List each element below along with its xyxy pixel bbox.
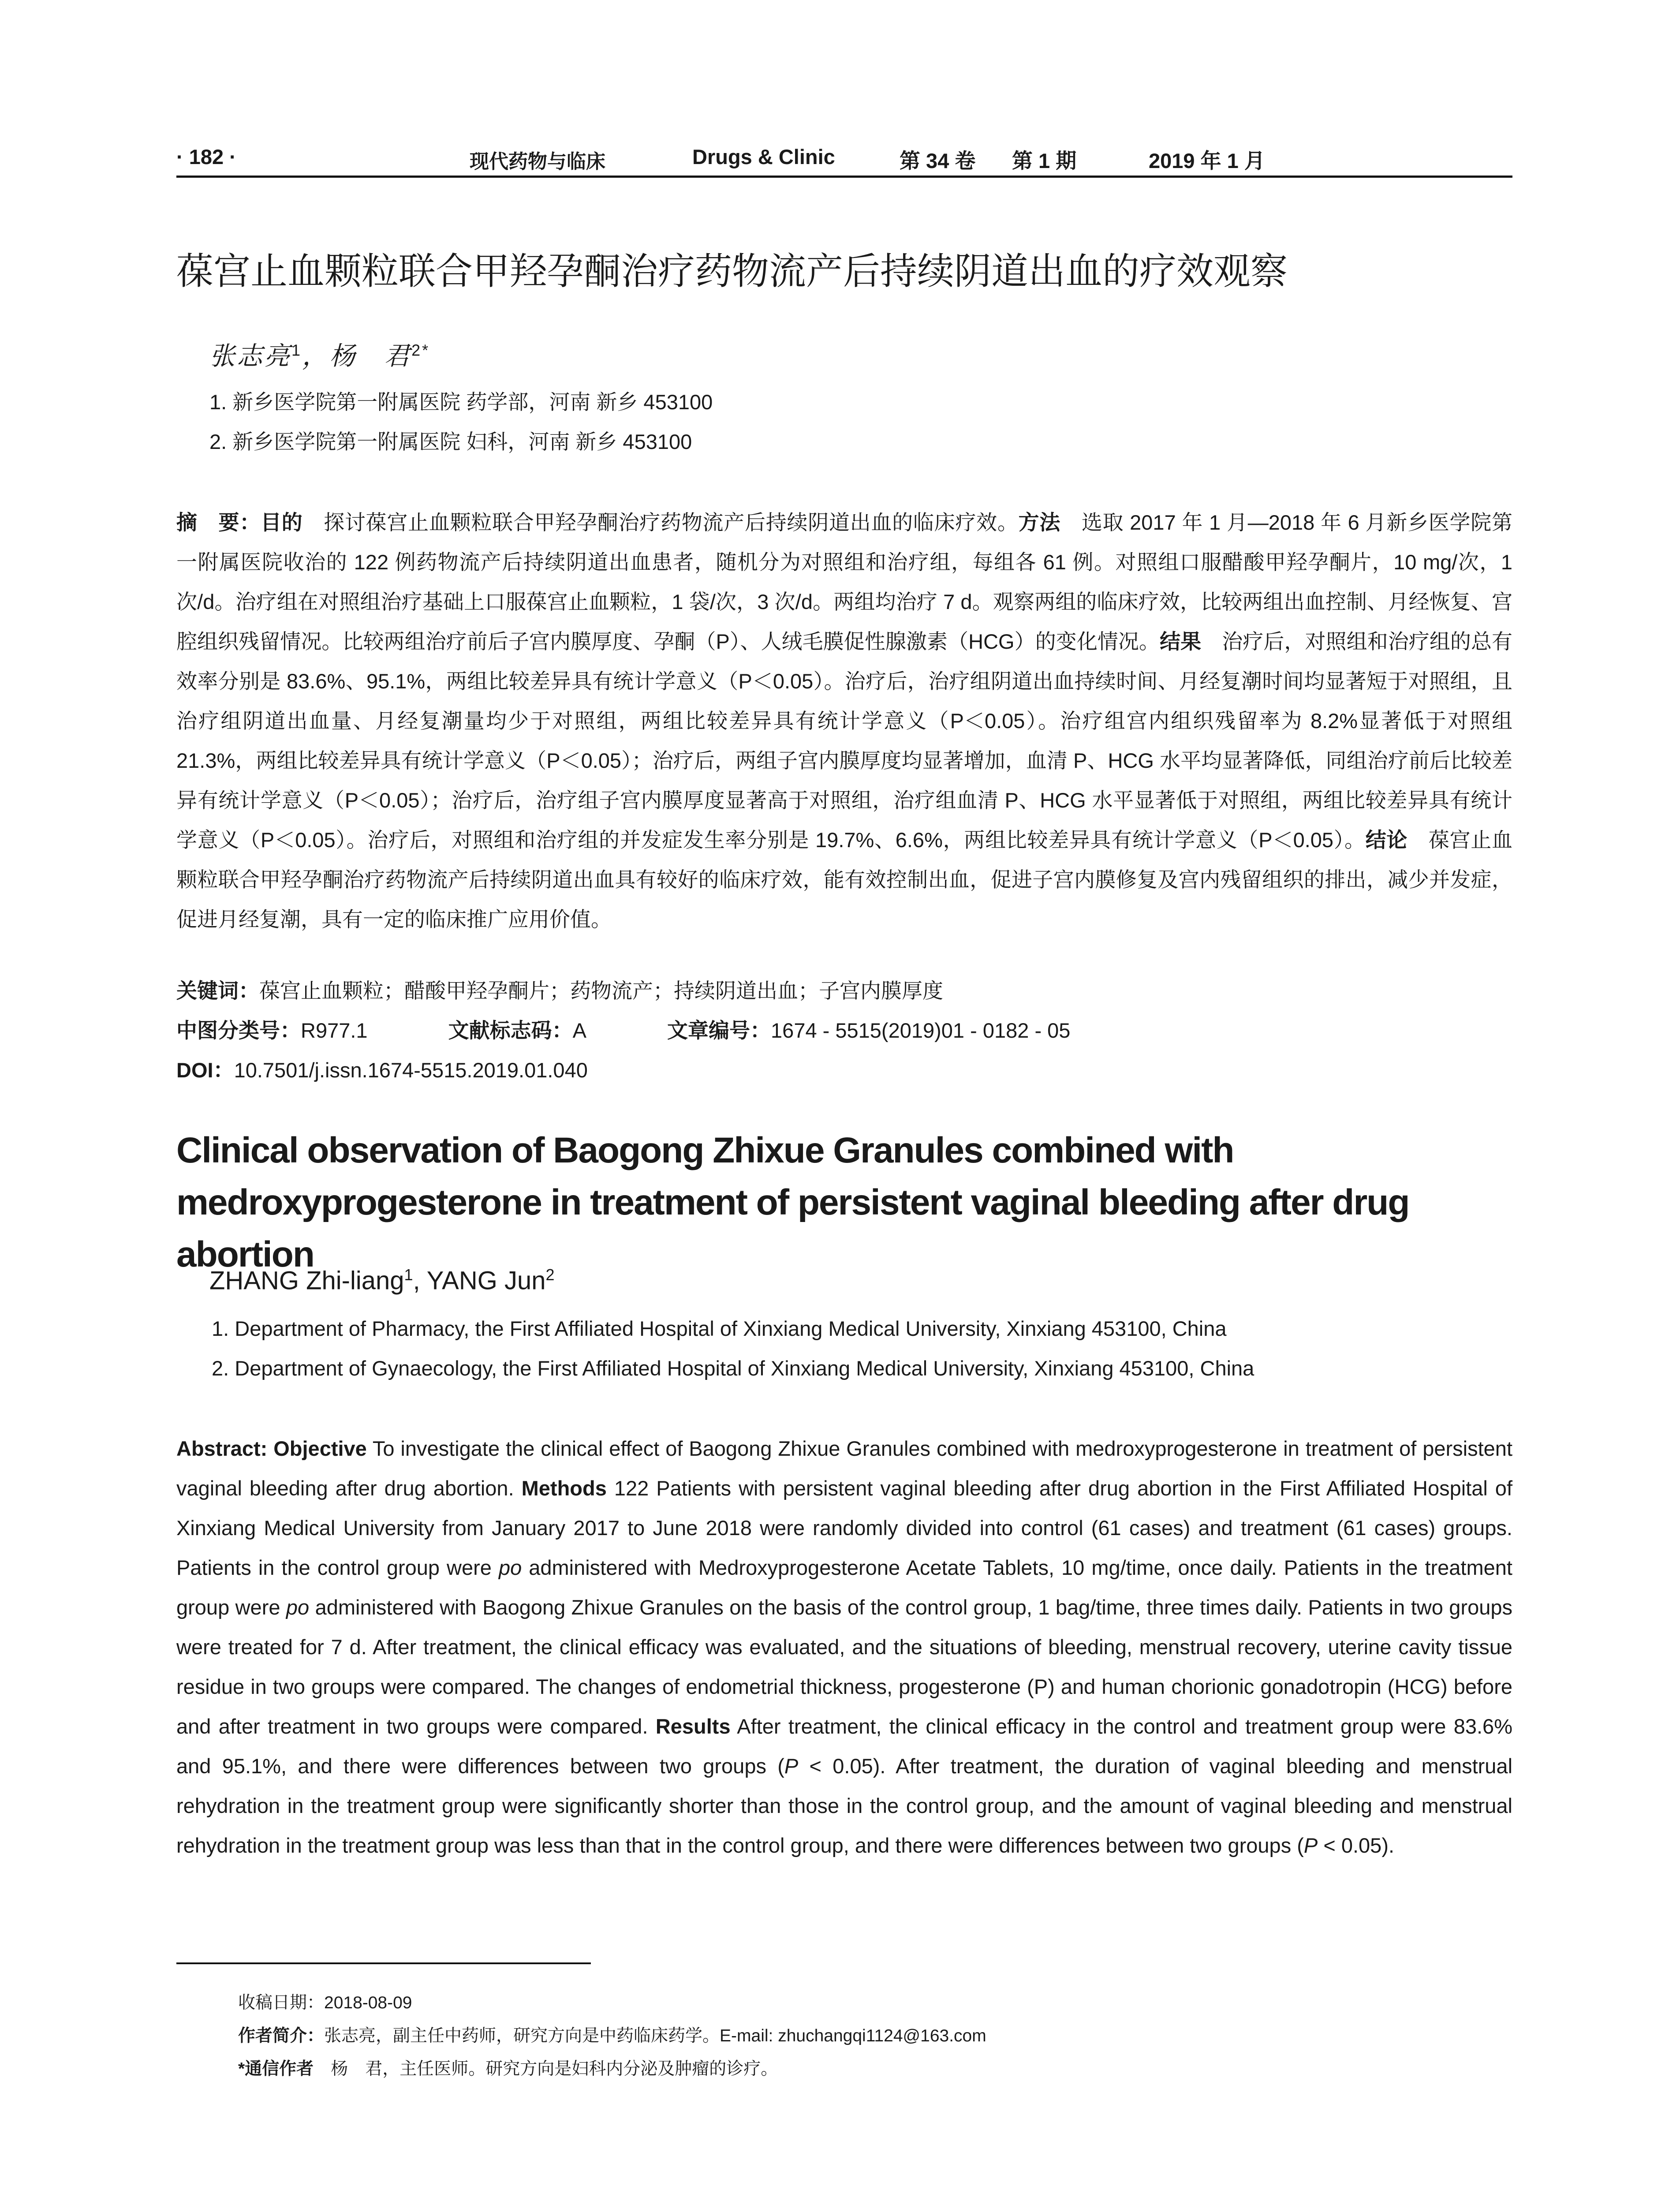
title-en: Clinical observation of Baogong Zhixue Granules combined with medroxyprogesterone in treatment of persistent vaginal bleeding after drug abortion — [176, 1130, 1409, 1274]
authors-en: ZHANG Zhi-liang$^1$, YANG Jun$^2$ — [209, 1266, 555, 1295]
objective-text-cn: 探讨葆宫止血颗粒联合甲羟孕酮治疗药物流产后持续阴道出血的临床疗效。 — [302, 511, 1019, 534]
doi-label: DOI： — [176, 1058, 234, 1082]
abstract-label-en: Abstract: — [176, 1437, 268, 1460]
bio-text: 张志亮，副主任中药师，研究方向是中药临床药学。E-mail: zhuchangqi1124@163.com — [324, 2026, 986, 2045]
affiliation-1-cn: 1. 新乡医学院第一附属医院 药学部，河南 新乡 453100 — [209, 390, 713, 414]
affiliation-2-cn: 2. 新乡医学院第一附属医院 妇科，河南 新乡 453100 — [209, 430, 692, 453]
doc-code-value: A — [572, 1019, 586, 1042]
class-value: R977.1 — [301, 1019, 368, 1042]
keywords-text-cn: 葆宫止血颗粒；醋酸甲羟孕酮片；药物流产；持续阴道出血；子宫内膜厚度 — [259, 979, 943, 1002]
corresponding-text: 杨 君，主任医师。研究方向是妇科内分泌及肿瘤的诊疗。 — [314, 2059, 778, 2078]
author-1-sup-cn: 1 — [291, 341, 302, 359]
conclusion-label-cn: 结论 — [1365, 828, 1408, 852]
objective-label-en: Objective — [273, 1437, 367, 1460]
results-label-cn: 结果 — [1160, 630, 1202, 653]
author-2-sup-en: 2 — [545, 1266, 555, 1284]
author-1-sup-en: 1 — [404, 1266, 413, 1284]
bio-label: 作者简介： — [238, 2026, 325, 2045]
abstract-cn — [176, 503, 1512, 939]
article-number-value: 1674 - 5515(2019)01 - 0182 - 05 — [771, 1019, 1071, 1042]
po-term-2: po — [286, 1596, 310, 1619]
results-text-cn: 治疗后，对照组和治疗组的总有效率分别是 83.6%、95.1%，两组比较差异具有统计学意义（P＜0.05）。治疗后，治疗组阴道出血持续时间、月经复潮时间均显著短于对照组，且治疗组阴道出血量、月经复潮量均少于对照组，两组比较差异具有统计学意义（P＜0.05）。治疗组宫内组织残留率为 8.2%显著低于对照组 21.3%，两组比较差异具有统计学意义（P＜0.05）；治疗后，两组子宫内膜厚度均显著增加，血清 P、HCG 水平均显著降低，同组治疗前后比较差异有统计学意义（P＜0.05）；治疗后，治疗组子宫内膜厚度显著高于对照组，治疗组血清 P、HCG 水平显著低于对照组，两组比较差异具有统计学意义（P＜0.05）。治疗后，对照组和治疗组的并发症发生率分别是 19.7%、6.6%，两组比较差异具有统计学意义（P＜0.05）。 — [176, 630, 1513, 852]
methods-text-en-3: administered with Baogong Zhixue Granules on the basis of the control group, 1 bag/time, three times daily. Patients in two groups were treated for 7 d. After treatment, the clinical efficacy was evaluated, and the situations of bleeding, menstrual recovery, uterine cavity tissue residue in two groups were compared. The changes of endometrial thickness, progesterone (P) and human chorionic gonadotropin (HCG) before and after treatment in two groups were compared. — [176, 1596, 1512, 1738]
classification-line — [176, 1014, 1070, 1044]
author-1-cn: 张志亮 — [209, 341, 292, 371]
footnote-corresponding — [238, 2055, 778, 2080]
po-term-1: po — [498, 1556, 522, 1579]
conclusion-text-cn: 葆宫止血颗粒联合甲羟孕酮治疗药物流产后持续阴道出血具有较好的临床疗效，能有效控制出血，促进子宫内膜修复及宫内残留组织的排出，减少并发症，促进月经复潮，具有一定的临床推广应用价值。 — [176, 828, 1513, 931]
doc-code-label: 文献标志码： — [448, 1019, 573, 1042]
objective-label-cn: 目的 — [260, 511, 303, 534]
corresponding-label: *通信作者 — [238, 2059, 314, 2078]
doi-line — [176, 1054, 588, 1084]
abstract-en — [176, 1429, 1512, 1865]
p-symbol-2: P — [1303, 1834, 1318, 1857]
results-text-en-2: < 0.05). After treatment, the duration of vaginal bleeding and menstrual rehydration in the treatment group were significantly shorter than those in the control group, and the amount of vaginal bleeding and menstrual rehydration in the treatment group was less than that in the control group, and there were differences between two groups ( — [176, 1754, 1513, 1857]
page-number: · 182 · — [176, 145, 236, 168]
keywords-label-cn: 关键词： — [176, 979, 259, 1002]
title-cn: 葆宫止血颗粒联合甲羟孕酮治疗药物流产后持续阴道出血的疗效观察 — [176, 250, 1288, 292]
author-2-sup-cn: 2* — [411, 341, 430, 359]
results-label-en: Results — [655, 1715, 731, 1738]
journal-name-en: Drugs & Clinic — [692, 145, 835, 168]
p-symbol-1: P — [784, 1754, 799, 1778]
keywords-cn — [176, 975, 943, 1004]
author-2-cn: 杨 君 — [329, 341, 412, 371]
objective-text-en: To investigate the clinical effect of Baogong Zhixue Granules combined with medroxyprogesterone in treatment of persistent vaginal bleeding after drug abortion. — [176, 1437, 1513, 1500]
methods-text-en-2: administered with Medroxyprogesterone Acetate Tablets, 10 mg/time, once daily. Patients in the treatment group were — [176, 1556, 1512, 1619]
methods-text-en-1: 122 Patients with persistent vaginal bleeding after drug abortion in the First Affiliated Hospital of Xinxiang Medical University from January 2017 to June 2018 were randomly divided into control (61 cases) and treatment (61 cases) groups. Patients in the control group were — [176, 1476, 1512, 1579]
issue-date: 2019 年 1 月 — [1149, 149, 1265, 172]
authors-cn: 张志亮$^1$，杨 君$^{2*}$ — [209, 341, 430, 371]
footnote-rule — [176, 1962, 591, 1964]
issue: 第 1 期 — [1012, 149, 1077, 172]
results-text-en-3: < 0.05). — [1318, 1834, 1395, 1857]
footnote-author-bio — [238, 2022, 986, 2047]
running-header — [176, 140, 1512, 176]
journal-name-cn: 现代药物与临床 — [470, 150, 605, 173]
article-page — [176, 0, 1512, 2205]
results-text-en-1: After treatment, the clinical efficacy in the control and treatment group were 83.6% and 95.1%, and there were differences between two groups ( — [176, 1715, 1512, 1778]
affiliation-1-en: 1. Department of Pharmacy, the First Affiliated Hospital of Xinxiang Medical University, Xinxiang 453100, China — [212, 1317, 1227, 1340]
author-2-en: YANG Jun — [426, 1266, 546, 1295]
methods-label-en: Methods — [521, 1476, 607, 1500]
author-1-en: ZHANG Zhi-liang — [209, 1266, 404, 1295]
header-rule — [176, 176, 1512, 178]
footnote-received: 收稿日期：2018-08-09 — [238, 1993, 412, 2012]
methods-text-cn: 选取 2017 年 1 月—2018 年 6 月新乡医学院第一附属医院收治的 122 例药物流产后持续阴道出血患者，随机分为对照组和治疗组，每组各 61 例。对照组口服醋酸甲羟孕酮片，10 mg/次，1 次/d。治疗组在对照组治疗基础上口服葆宫止血颗粒，1 袋/次，3 次/d。两组均治疗 7 d。观察两组的临床疗效，比较两组出血控制、月经恢复、宫腔组织残留情况。比较两组治疗前后子宫内膜厚度、孕酮（P）、人绒毛膜促性腺激素（HCG）的变化情况。 — [176, 511, 1512, 653]
class-label: 中图分类号： — [176, 1019, 301, 1042]
volume: 第 34 卷 — [900, 149, 976, 172]
article-number-label: 文章编号： — [667, 1019, 771, 1042]
methods-label-cn: 方法 — [1018, 511, 1061, 534]
affiliation-2-en: 2. Department of Gynaecology, the First Affiliated Hospital of Xinxiang Medical University, Xinxiang 453100, China — [212, 1357, 1254, 1380]
doi-value: 10.7501/j.issn.1674-5515.2019.01.040 — [234, 1058, 588, 1082]
abstract-label-cn: 摘 要： — [176, 511, 261, 534]
